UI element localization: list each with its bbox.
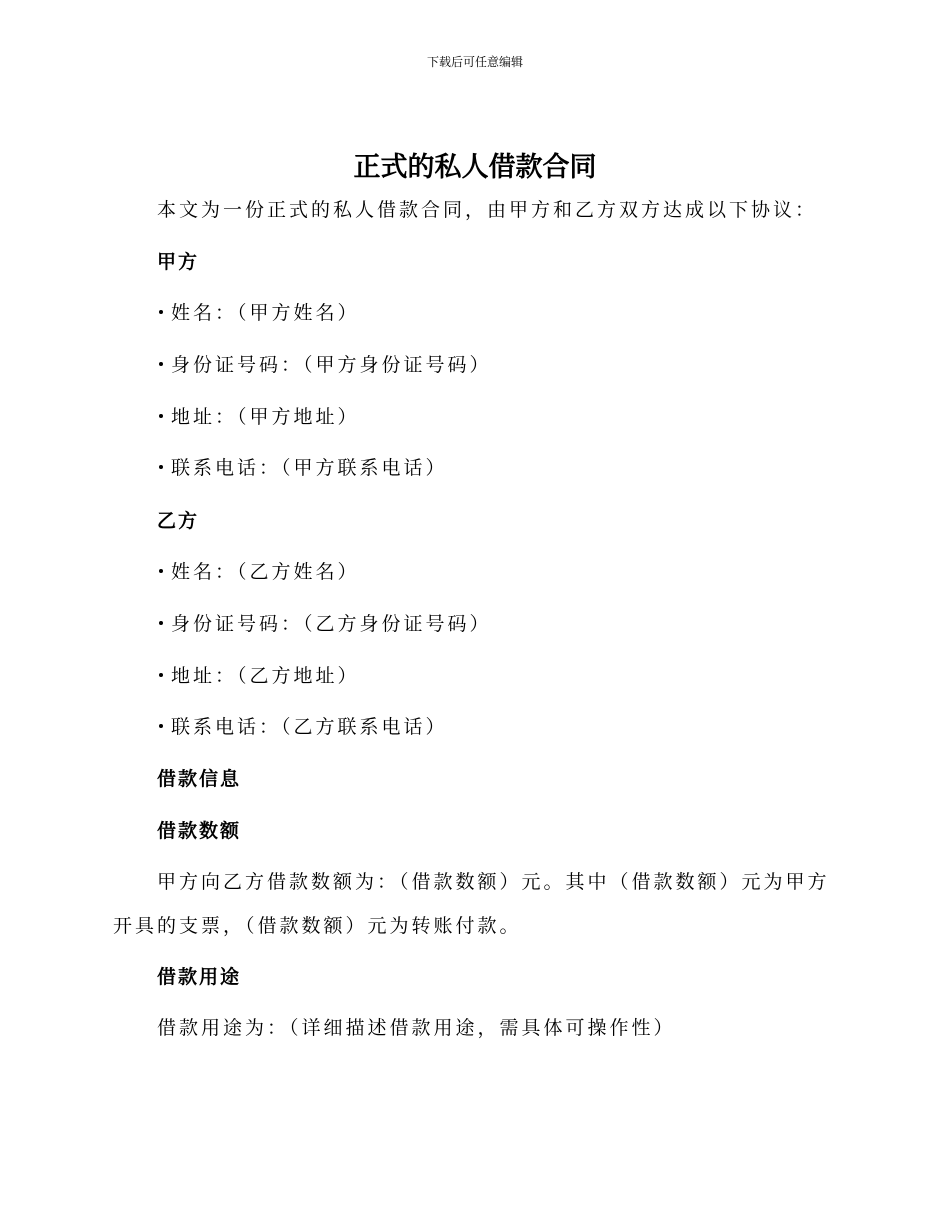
party-a-address-item xyxy=(157,404,360,430)
party-a-id-item xyxy=(157,352,492,378)
party-a-heading: 甲方 xyxy=(157,251,200,273)
document-title: 正式的私人借款合同 xyxy=(353,152,597,183)
intro-paragraph: 本文为一份正式的私人借款合同，由甲方和乙方双方达成以下协议： xyxy=(157,199,818,221)
bullet-icon xyxy=(159,465,163,469)
bullet-icon xyxy=(159,569,163,573)
party-a-name: 姓名：（甲方姓名） xyxy=(171,302,360,324)
loan-purpose-paragraph: 借款用途为：（详细描述借款用途，需具体可操作性） xyxy=(157,1017,676,1039)
bullet-icon xyxy=(159,414,163,418)
party-a-id-number: 身份证号码：（甲方身份证号码） xyxy=(171,354,492,376)
loan-info-heading: 借款信息 xyxy=(157,768,242,790)
party-b-id-item xyxy=(157,611,492,637)
bullet-icon xyxy=(159,310,163,314)
loan-purpose-heading: 借款用途 xyxy=(157,966,242,988)
bullet-icon xyxy=(159,362,163,366)
party-a-phone: 联系电话：（甲方联系电话） xyxy=(171,457,448,479)
bullet-icon xyxy=(159,673,163,677)
party-a-phone-item xyxy=(157,455,448,481)
party-b-name: 姓名：（乙方姓名） xyxy=(171,561,360,583)
bullet-icon xyxy=(159,724,163,728)
party-b-name-item xyxy=(157,559,360,585)
bullet-icon xyxy=(159,621,163,625)
party-b-address-item xyxy=(157,663,360,689)
party-a-address: 地址：（甲方地址） xyxy=(171,406,360,428)
loan-amount-paragraph: 甲方向乙方借款数额为：（借款数额）元。其中（借款数额）元为甲方开具的支票，（借款数额）元为转账付款。 xyxy=(113,871,830,937)
page-header-note: 下载后可任意编辑 xyxy=(426,55,523,69)
party-b-address: 地址：（乙方地址） xyxy=(171,665,360,687)
party-b-phone: 联系电话：（乙方联系电话） xyxy=(171,716,448,738)
loan-amount-heading: 借款数额 xyxy=(157,820,242,842)
party-b-phone-item xyxy=(157,714,448,740)
party-b-id-number: 身份证号码：（乙方身份证号码） xyxy=(171,613,492,635)
party-b-heading: 乙方 xyxy=(157,510,200,532)
party-a-name-item xyxy=(157,300,360,326)
